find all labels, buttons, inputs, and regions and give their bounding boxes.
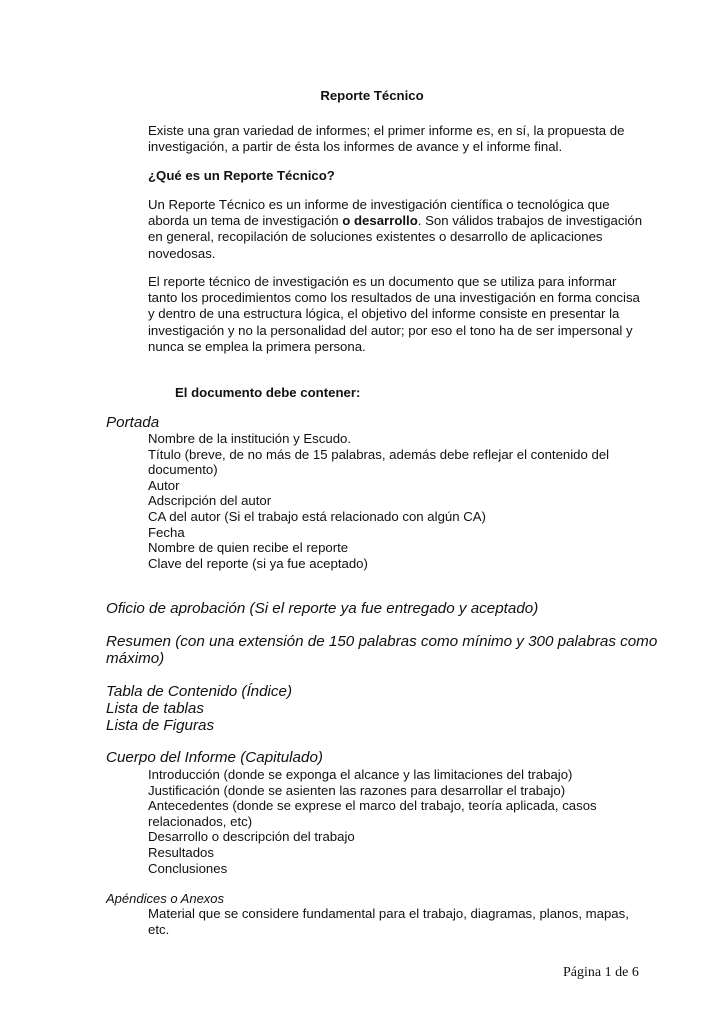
section-heading-resumen: Resumen (con una extensión de 150 palabras como mínimo y 300 palabras como máximo): [106, 633, 658, 667]
definition-bold-text: o desarrollo: [342, 213, 418, 229]
intro-paragraph: Existe una gran variedad de informes; el primer informe es, en sí, la propuesta de investigación, a partir de ésta los informes de avance y el informe final.: [148, 123, 625, 155]
document-title: Reporte Técnico: [320, 88, 424, 103]
contents-heading: El documento debe contener:: [175, 385, 361, 400]
section-heading-apendices: Apéndices o Anexos: [106, 891, 225, 906]
cuerpo-list: [148, 767, 648, 876]
list-item: Adscripción del autor: [148, 493, 272, 509]
question-heading: ¿Qué es un Reporte Técnico?: [148, 168, 335, 183]
list-item: Justificación (donde se asienten las razones para desarrollar el trabajo): [148, 782, 566, 798]
apendices-list: [148, 906, 648, 937]
list-item: Material que se considere fundamental para el trabajo, diagramas, planos, mapas, etc.: [148, 906, 629, 937]
definition-text-end: . Son válidos trabajos de investigación en general, recopilación de soluciones existentes o desarrollo de aplicaciones novedosas.: [148, 213, 643, 261]
section-heading-portada: Portada: [106, 414, 160, 431]
page-number-footer: Página 1 de 6: [563, 965, 639, 980]
list-item: Conclusiones: [148, 860, 228, 876]
section-heading-cuerpo: Cuerpo del Informe (Capitulado): [106, 749, 323, 766]
list-item: Desarrollo o descripción del trabajo: [148, 829, 355, 845]
list-item: Resultados: [148, 844, 214, 860]
list-item: Título (breve, de no más de 15 palabras, además debe reflejar el contenido del documento): [148, 446, 610, 478]
list-item: Fecha: [148, 524, 185, 540]
definition-text: Un Reporte Técnico es un informe de investigación científica o tecnológica que aborda un tema de investigación: [148, 197, 610, 229]
list-item: Antecedentes (donde se exprese el marco del trabajo, teoría aplicada, casos relacionados, etc): [148, 798, 597, 829]
list-item: Introducción (donde se exponga el alcance y las limitaciones del trabajo): [148, 767, 573, 782]
list-item: Nombre de quien recibe el reporte: [148, 540, 349, 556]
definition-paragraph: [148, 197, 648, 262]
portada-list: [148, 431, 648, 571]
list-item: Clave del reporte (si ya fue aceptado): [148, 555, 368, 571]
section-heading-tabla-contenido: Tabla de Contenido (Índice): [106, 683, 293, 700]
list-item: Nombre de la institución y Escudo.: [148, 431, 352, 446]
section-heading-oficio: Oficio de aprobación (Si el reporte ya fue entregado y aceptado): [106, 600, 539, 617]
list-item: CA del autor (Si el trabajo está relacionado con algún CA): [148, 508, 486, 524]
purpose-paragraph: El reporte técnico de investigación es un documento que se utiliza para informar tanto los procedimientos como los resultados de una investigación en forma concisa y dentro de una estructura lógica, el objetivo del informe consiste en presentar la investigación y no la personalidad del autor; por eso el tono ha de ser impersonal y nunca se emplea la primera persona.: [148, 274, 640, 354]
list-item: Autor: [148, 477, 180, 493]
section-heading-lista-tablas: Lista de tablas: [106, 700, 204, 717]
section-heading-lista-figuras: Lista de Figuras: [106, 717, 215, 734]
